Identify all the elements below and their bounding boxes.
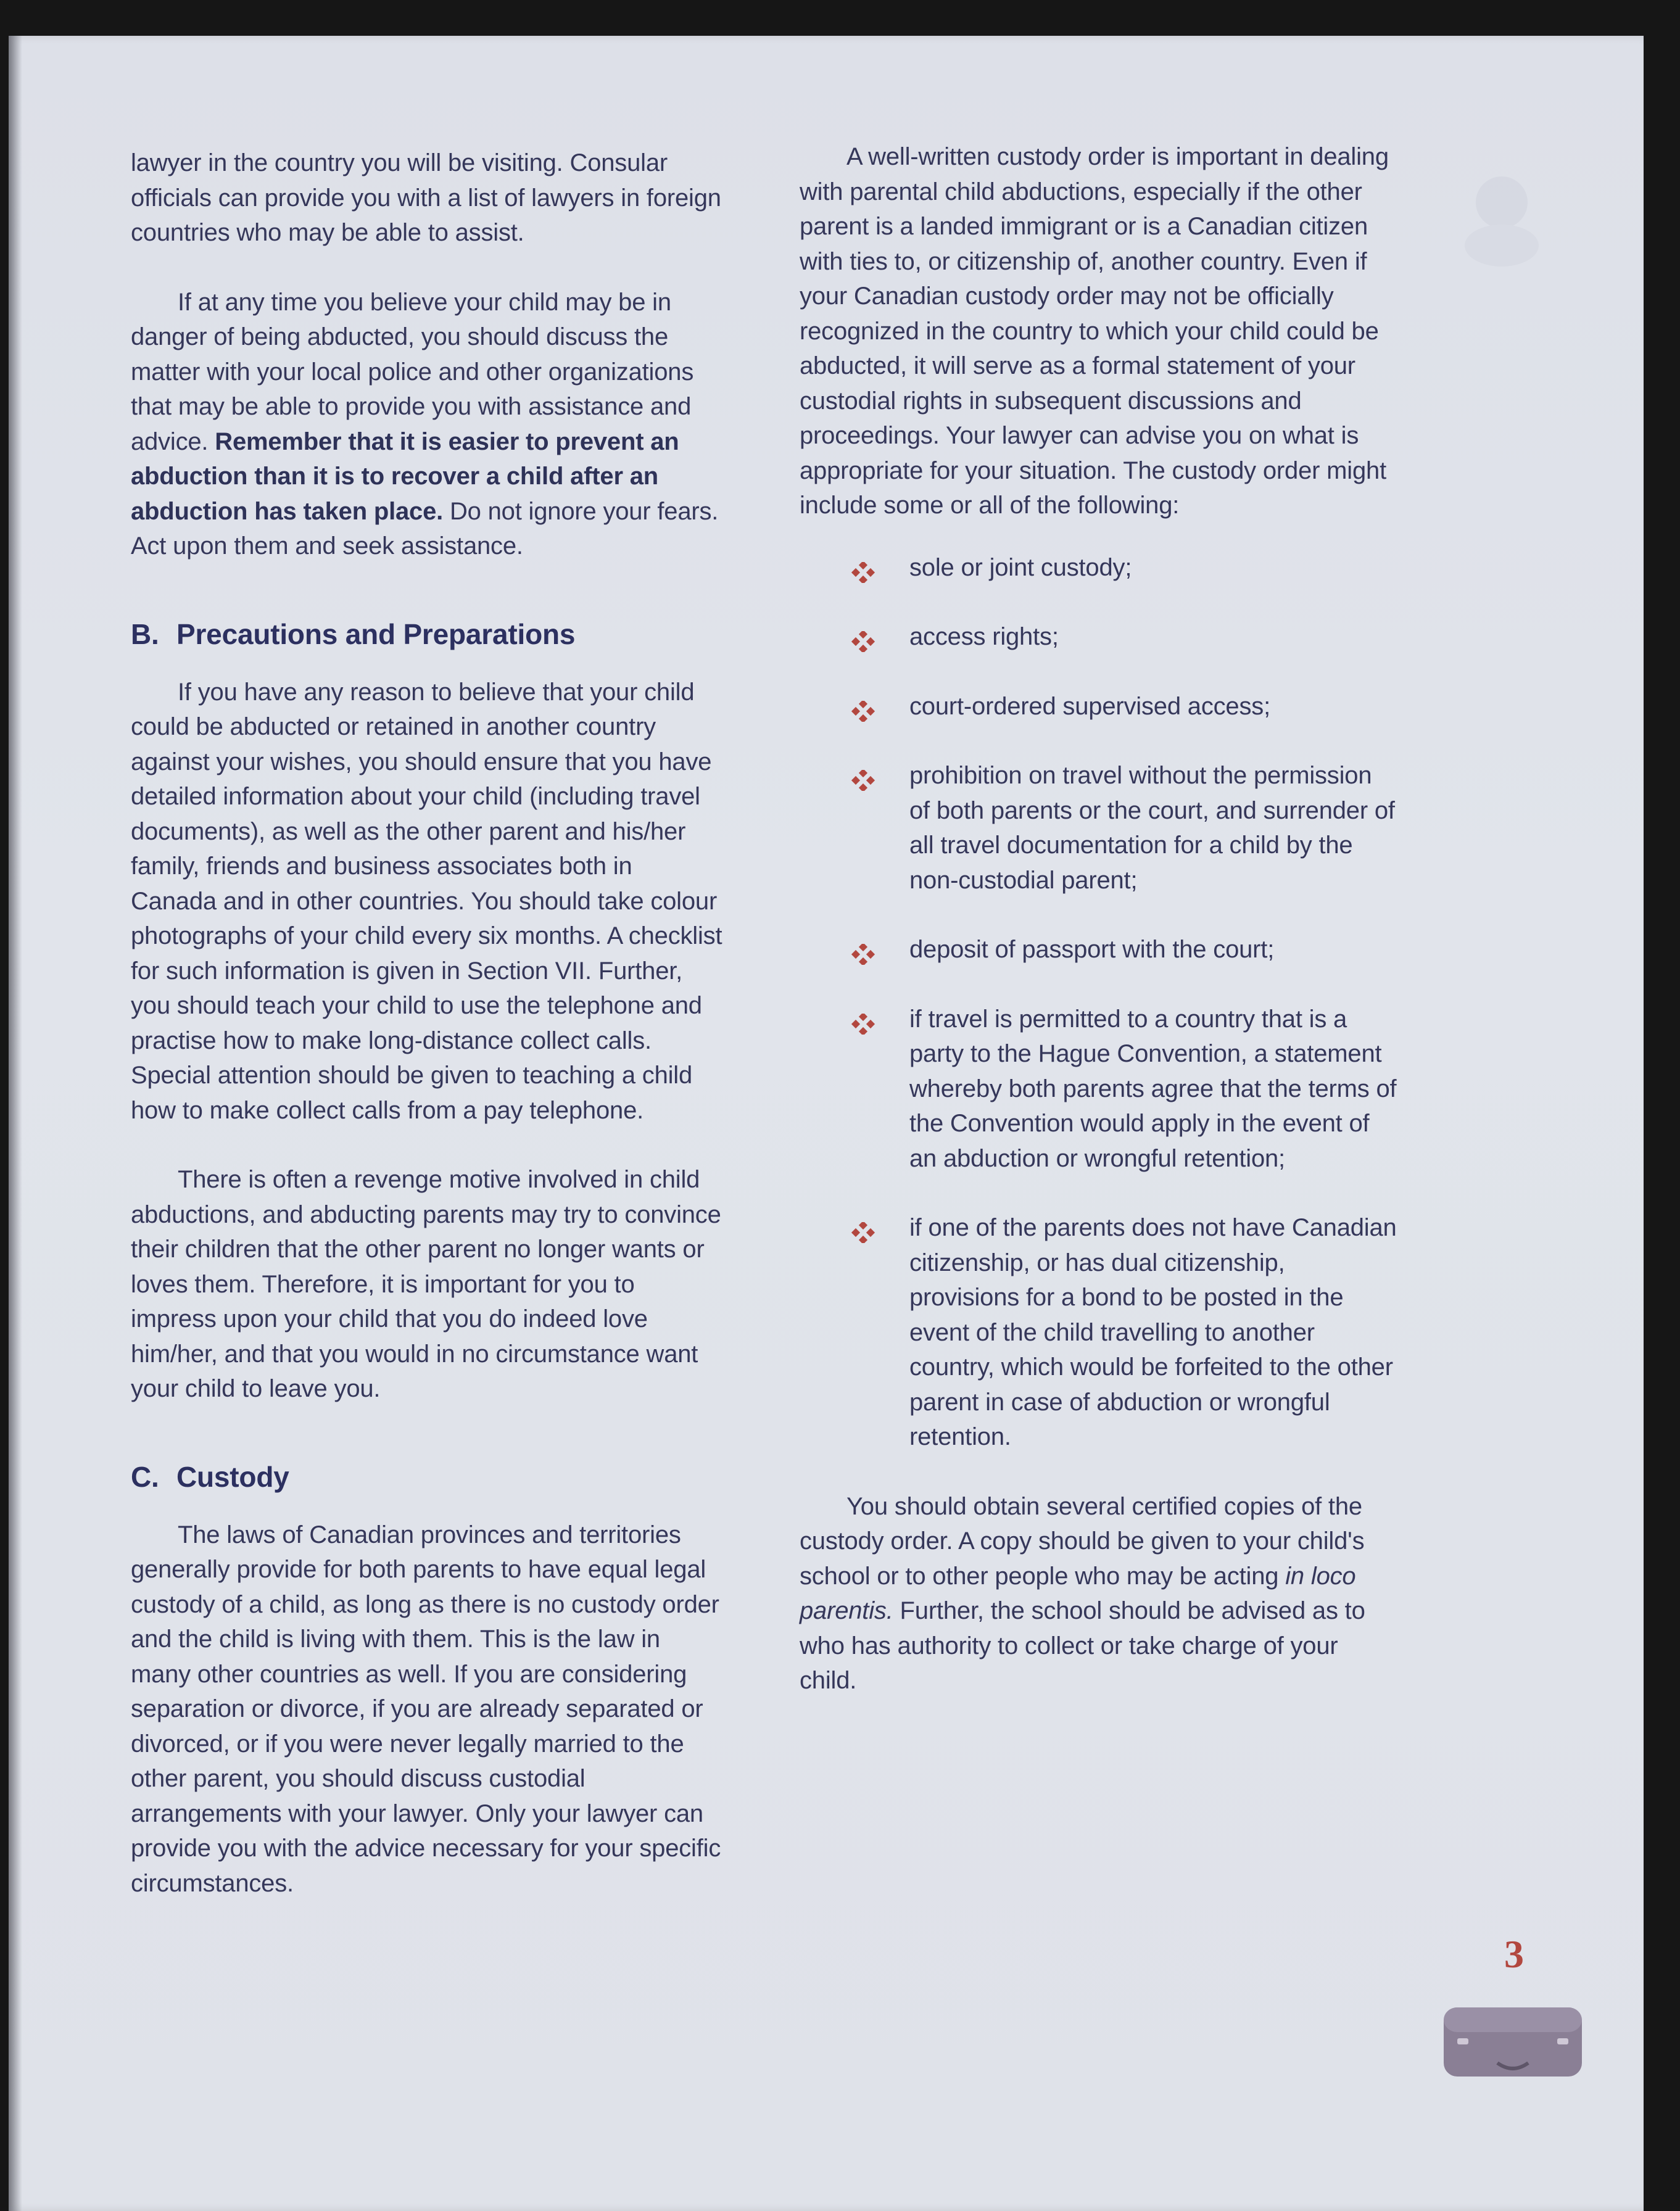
list-item-text: if one of the parents does not have Canadian citizenship, or has dual citizenship, provisions for a bond to be posted in the event of the child travelling to another country, which would be forfeited to the other parent in case of abduction or wrongful retention. [909,1214,1397,1450]
list-item [800,758,1398,898]
list-item-text: sole or joint custody; [909,553,1132,581]
list-item [800,689,1398,724]
four-diamond-bullet-icon [849,1218,877,1239]
section-heading-custody [131,1458,723,1495]
list-item [800,932,1398,967]
list-item [800,619,1398,655]
section-letter-c: C. [131,1460,159,1493]
list-item [800,1002,1398,1176]
suitcase-icon [1439,2001,1587,2081]
paragraph-custody-laws: The laws of Canadian provinces and territories generally provide for both parents to have equal legal custody of a child, as long as there is no custody order and the child is living with them. This is the law in many other countries as well. If you are considering separation or divorce, if you are already separated or divorced, or if you were never legally married to the other parent, you should discuss custodial arrangements with your lawyer. Only your lawyer can provide you with the advice necessary for your specific circumstances. [131,1521,721,1897]
faded-figure-icon [1446,159,1557,270]
four-diamond-bullet-icon [849,627,877,648]
section-title-precautions: Precautions and Preparations [176,618,576,650]
list-item-text: prohibition on travel without the permission of both parents or the court, and surrender of all travel documentation for a child by the non-custodial parent; [909,762,1395,894]
list-item [800,1210,1398,1455]
list-item-text: court-ordered supervised access; [909,692,1270,720]
paragraph-abduction-danger-end: Do not ignore your fears. Act upon them and seek assistance. [131,497,719,560]
paragraph-abduction-danger [131,285,723,564]
page-number: 3 [1504,1932,1524,1976]
section-heading-precautions [131,616,723,653]
paragraph-certified-copies [800,1489,1398,1698]
paragraph-precautions: If you have any reason to believe that your child could be abducted or retained in another country against your wishes, you should ensure that you have detailed information about your child (including travel documents), as well as the other parent and his/her family, friends and business associates both in Canada and in other countries. You should take colour photographs of your child every six months. A checklist for such information is given in Section VII. Further, you should teach your child to use the telephone and practise how to make long-distance collect calls. Special attention should be given to teaching a child how to make collect calls from a pay telephone. [131,678,722,1124]
paragraph-custody-order: A well-written custody order is important in dealing with parental child abductions, especially if the other parent is a landed immigrant or is a Canadian citizen with ties to, or citizenship of, another country. Even if your Canadian custody order may not be officially recognized in the country to which your child could be abducted, it will serve as a formal statement of your custodial rights in subsequent discussions and proceedings. Your lawyer can advise you on what is appropriate for your situation. The custody order might include some or all of the following: [800,143,1389,519]
section-letter-b: B. [131,618,159,650]
section-title-custody: Custody [176,1460,289,1493]
paragraph-certified-copies-start: You should obtain several certified copies of the custody order. A copy should be given to your child's school or to other people who may be acting [800,1492,1365,1590]
four-diamond-bullet-icon [849,558,877,579]
paragraph-certified-copies-end: Further, the school should be advised as to who has authority to collect or take charge of your child. [800,1597,1365,1694]
four-diamond-bullet-icon [849,1009,877,1030]
paragraph-revenge-motive: There is often a revenge motive involved in child abductions, and abducting parents may try to convince their children that the other parent no longer wants or loves them. Therefore, it is important for you to impress upon your child that you do indeed love him/her, and that you would in no circumstance want your child to leave you. [131,1166,721,1402]
list-item-text: access rights; [909,623,1059,650]
emphasis-prevention: Remember that it is easier to prevent an abduction than it is to recover a child after an abduction has taken place. [131,428,679,525]
latin-term: in loco parentis. [800,1562,1356,1624]
right-column [800,139,1398,1698]
list-item [800,550,1398,585]
list-item-text: if travel is permitted to a country that is a party to the Hague Convention, a statement whereby both parents agree that the terms of the Convention would apply in the event of an abduction or wrongful retention; [909,1005,1397,1172]
four-diamond-bullet-icon [849,696,877,717]
left-column [131,146,723,1901]
four-diamond-bullet-icon [849,766,877,787]
paragraph-consular-lawyers: lawyer in the country you will be visiting. Consular officials can provide you with a list of lawyers in foreign countries who may be able to assist. [131,149,721,246]
list-item-text: deposit of passport with the court; [909,936,1275,963]
custody-order-provisions-list [800,550,1398,1455]
four-diamond-bullet-icon [849,940,877,961]
paragraph-abduction-danger-start: If at any time you believe your child may be in danger of being abducted, you should discuss the matter with your local police and other organizations that may be able to provide you with assistance and advice. [131,288,694,455]
